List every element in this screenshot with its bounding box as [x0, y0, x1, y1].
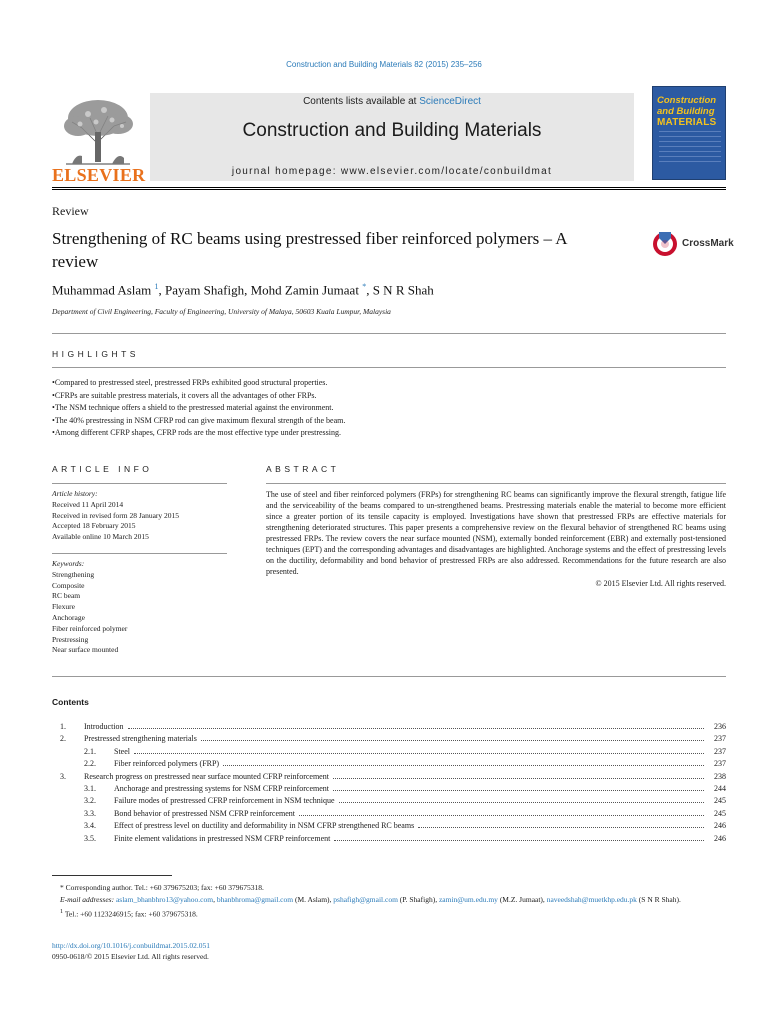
header-rule-2	[52, 189, 726, 190]
toc-page: 245	[714, 796, 726, 806]
toc-entry[interactable]	[60, 784, 726, 796]
toc-number: 2.	[60, 734, 66, 744]
toc-page: 245	[714, 808, 726, 818]
email-owner: (P. Shafigh),	[399, 894, 438, 904]
toc-page: 246	[714, 821, 726, 831]
crossmark-label: CrossMark	[682, 238, 734, 249]
toc-entry[interactable]	[60, 772, 726, 784]
toc-number: 3.2.	[84, 796, 96, 806]
history-item: Available online 10 March 2015	[52, 532, 149, 542]
toc-entry[interactable]	[60, 834, 726, 846]
keyword: Strengthening	[52, 569, 95, 579]
footnote-rule	[52, 875, 172, 876]
toc-leader	[339, 801, 704, 803]
email-link[interactable]: zamin@um.edu.my	[438, 894, 498, 904]
toc-title[interactable]: Failure modes of prestressed CFRP reinforcement in NSM technique	[114, 796, 335, 806]
highlights-heading: HIGHLIGHTS	[52, 349, 139, 359]
journal-cover-image[interactable]	[652, 86, 726, 180]
email-link[interactable]: aslam_bhanbhro13@yahoo.com	[115, 894, 214, 904]
toc-title[interactable]: Bond behavior of prestressed NSM CFRP reinforcement	[114, 808, 296, 818]
footnote-mark: 1	[60, 907, 64, 915]
toc-number: 3.	[60, 771, 66, 781]
contents-heading: Contents	[52, 697, 89, 707]
sciencedirect-link[interactable]: ScienceDirect	[419, 96, 481, 107]
keywords-label: Keywords:	[52, 559, 85, 568]
toc-title[interactable]: Anchorage and prestressing systems for NSM CFRP reinforcement	[114, 783, 329, 793]
article-title: Strengthening of RC beams using prestressed fiber reinforced polymers – A review	[52, 229, 567, 271]
abstract-heading: ABSTRACT	[266, 464, 340, 474]
article-identifiers	[52, 940, 210, 962]
keywords-rule	[52, 553, 227, 554]
highlights-rule	[52, 367, 726, 368]
toc-number: 3.1.	[84, 783, 96, 793]
section-divider	[52, 333, 726, 334]
keyword: Flexure	[52, 602, 75, 612]
keyword: Fiber reinforced polymer	[52, 623, 128, 633]
issn-copyright: 0950-0618/© 2015 Elsevier Ltd. All rights reserved.	[52, 952, 209, 961]
keyword: Anchorage	[52, 612, 85, 622]
author-name[interactable]: Mohd Zamin Jumaat	[250, 282, 359, 298]
article-type: Review	[52, 204, 89, 218]
author-name[interactable]: S N R Shah	[372, 282, 434, 298]
cover-title	[657, 95, 723, 128]
contents-prefix: Contents lists available at	[303, 96, 420, 107]
toc-entry[interactable]	[60, 747, 726, 759]
keyword: Near surface mounted	[52, 645, 119, 655]
toc-page: 244	[714, 783, 726, 793]
email-link[interactable]: naveedshah@muetkhp.edu.pk	[546, 894, 637, 904]
toc-page: 246	[714, 833, 726, 843]
highlight-item: • Compared to prestressed steel, prestressed FRPs exhibited good structural properties.	[52, 377, 732, 390]
author-name[interactable]: Muhammad Aslam	[52, 282, 152, 298]
cover-line-3: MATERIALS	[657, 117, 717, 128]
toc-title[interactable]: Effect of prestress level on ductility and deformability in NSM CFRP strengthened RC beams	[114, 821, 415, 831]
keyword: RC beam	[52, 591, 81, 601]
journal-citation[interactable]: Construction and Building Materials 82 (2015) 235–256	[286, 60, 482, 69]
toc-leader	[299, 814, 704, 816]
toc-title[interactable]: Prestressed strengthening materials	[84, 734, 197, 744]
author-name[interactable]: Payam Shafigh	[165, 282, 245, 298]
abstract-copyright: © 2015 Elsevier Ltd. All rights reserved.	[595, 579, 726, 588]
cover-line-1: Construction	[657, 95, 717, 106]
keyword: Composite	[52, 580, 85, 590]
toc-leader	[223, 764, 704, 766]
toc-page: 238	[714, 771, 726, 781]
toc-page: 237	[714, 746, 726, 756]
footnote-mark: *	[60, 883, 64, 892]
toc-leader	[333, 789, 704, 791]
email-link[interactable]: pshafigh@gmail.com	[333, 894, 398, 904]
toc-title[interactable]: Introduction	[84, 722, 124, 731]
cover-line-2: and Building	[657, 106, 715, 117]
highlight-item: • Among different CFRP shapes, CFRP rods are the most effective type under prestressing.	[52, 427, 732, 440]
toc-entry[interactable]	[60, 821, 726, 833]
toc-number: 1.	[60, 722, 66, 731]
corresponding-author-note: Corresponding author. Tel.: +60 379675203; fax: +60 379675318.	[65, 883, 264, 892]
email-link[interactable]: bhanbhroma@gmail.com	[216, 894, 294, 904]
toc-number: 3.3.	[84, 808, 96, 818]
toc-title[interactable]: Research progress on prestressed near surface mounted CFRP reinforcement	[84, 771, 329, 781]
contents-availability	[150, 96, 634, 107]
keyword: Prestressing	[52, 634, 89, 644]
toc-page: 236	[714, 722, 726, 731]
toc-entry[interactable]	[60, 796, 726, 808]
email-owner: (M.Z. Jumaat),	[499, 894, 545, 904]
affiliation: Department of Civil Engineering, Faculty of Engineering, University of Malaya, 50603 Kuala Lumpur, Malaysia	[52, 307, 391, 316]
cover-decoration	[659, 131, 721, 166]
table-of-contents	[60, 722, 726, 846]
author-footnote-text: Tel.: +60 1123246915; fax: +60 379675318.	[64, 909, 198, 919]
history-label: Article history:	[52, 489, 98, 498]
toc-leader	[128, 727, 704, 729]
journal-title: Construction and Building Materials	[242, 120, 542, 141]
toc-leader	[333, 777, 704, 779]
author-list: Muhammad Aslam $^1$, Payam Shafigh, Mohd Zamin Jumaat *, S N R Shah	[52, 282, 434, 298]
toc-entry[interactable]	[60, 734, 726, 746]
crossmark-badge[interactable]	[652, 230, 762, 258]
email-owner: (S N R Shah).	[638, 894, 681, 904]
abstract-rule	[266, 483, 726, 484]
toc-leader	[418, 826, 704, 828]
email-label: E-mail addresses:	[60, 894, 115, 904]
abstract-text: The use of steel and fiber reinforced polymers (FRPs) for strengthening RC beams can significantly improve the flexural strength, fatigue life and the serviceability of the beams compared to un-strengthened beams. Prestressing materials enable the material to become more efficient since a greater portion of its tensile capacity is employed. Investigations have shown that prestressed FRPs are effective materials for strengthening deteriorated structures. This paper presents a comprehensive review on the flexural behavior of strengthened RC beams using prestressed FRPs. The review covers the near surface mounted (NSM), externally bonded reinforcement (EBR) and externally post-tensioned techniques (EPT) and the corresponding advantages and disadvantages are highlighted. Anchorage systems and the effect of prestressing levels on the ductility, deformability and bond behavior of prestressed FRPs are also addressed. Recommendations for the future research are also presented.	[266, 490, 726, 576]
corresponding-footnote	[52, 882, 726, 894]
journal-homepage[interactable]: journal homepage: www.elsevier.com/locate/conbuildmat	[231, 166, 553, 177]
toc-leader	[201, 739, 704, 741]
section-divider	[52, 676, 726, 677]
publisher-name[interactable]: ELSEVIER	[52, 165, 146, 185]
toc-leader	[134, 752, 704, 754]
article-info-rule	[52, 483, 227, 484]
toc-title[interactable]: Fiber reinforced polymers (FRP)	[114, 759, 220, 769]
highlights-list	[52, 377, 732, 440]
abstract	[266, 489, 726, 589]
toc-number: 3.4.	[84, 821, 96, 831]
highlight-item: • CFRPs are suitable prestress materials, it covers all the advantages of other FRPs.	[52, 390, 732, 403]
history-item: Accepted 18 February 2015	[52, 521, 136, 531]
history-item: Received in revised form 28 January 2015	[52, 510, 180, 520]
doi-link[interactable]: http://dx.doi.org/10.1016/j.conbuildmat.2015.02.051	[52, 941, 210, 950]
email-owner: (M. Aslam),	[294, 894, 332, 904]
keywords	[52, 559, 242, 656]
toc-page: 237	[714, 734, 726, 744]
author-footnote	[52, 906, 726, 920]
toc-entry[interactable]	[60, 809, 726, 821]
highlight-item: • The 40% prestressing in NSM CFRP rod can give maximum flexural strength of the beam.	[52, 415, 732, 428]
toc-entry[interactable]	[60, 722, 726, 734]
crossmark-icon	[652, 230, 678, 258]
header-rule	[52, 187, 726, 188]
footnotes	[52, 882, 726, 920]
toc-number: 2.1.	[84, 746, 96, 756]
toc-entry[interactable]	[60, 759, 726, 771]
email-footnote: E-mail addresses: aslam_bhanbhro13@yahoo.com, bhanbhroma@gmail.com (M. Aslam), pshafigh@gmail.com (P. Shafigh), zamin@um.edu.my (M.Z. Jumaat), naveedshah@muetkhp.edu.pk (S N R Shah).	[60, 894, 681, 904]
toc-title[interactable]: Steel	[114, 746, 130, 756]
toc-leader	[334, 839, 704, 841]
history-item: Received 11 April 2014	[52, 499, 124, 509]
article-history	[52, 489, 242, 543]
author-footnote-mark[interactable]: 1	[154, 282, 159, 291]
highlight-item: • The NSM technique offers a shield to the prestressed material against the environment.	[52, 402, 732, 415]
corresponding-author-mark[interactable]: *	[362, 282, 367, 291]
toc-title[interactable]: Finite element validations in prestressed NSM CFRP reinforcement	[114, 833, 331, 843]
toc-page: 237	[714, 759, 726, 769]
article-info-heading: ARTICLE INFO	[52, 464, 153, 474]
toc-number: 3.5.	[84, 833, 96, 843]
toc-number: 2.2.	[84, 759, 96, 769]
